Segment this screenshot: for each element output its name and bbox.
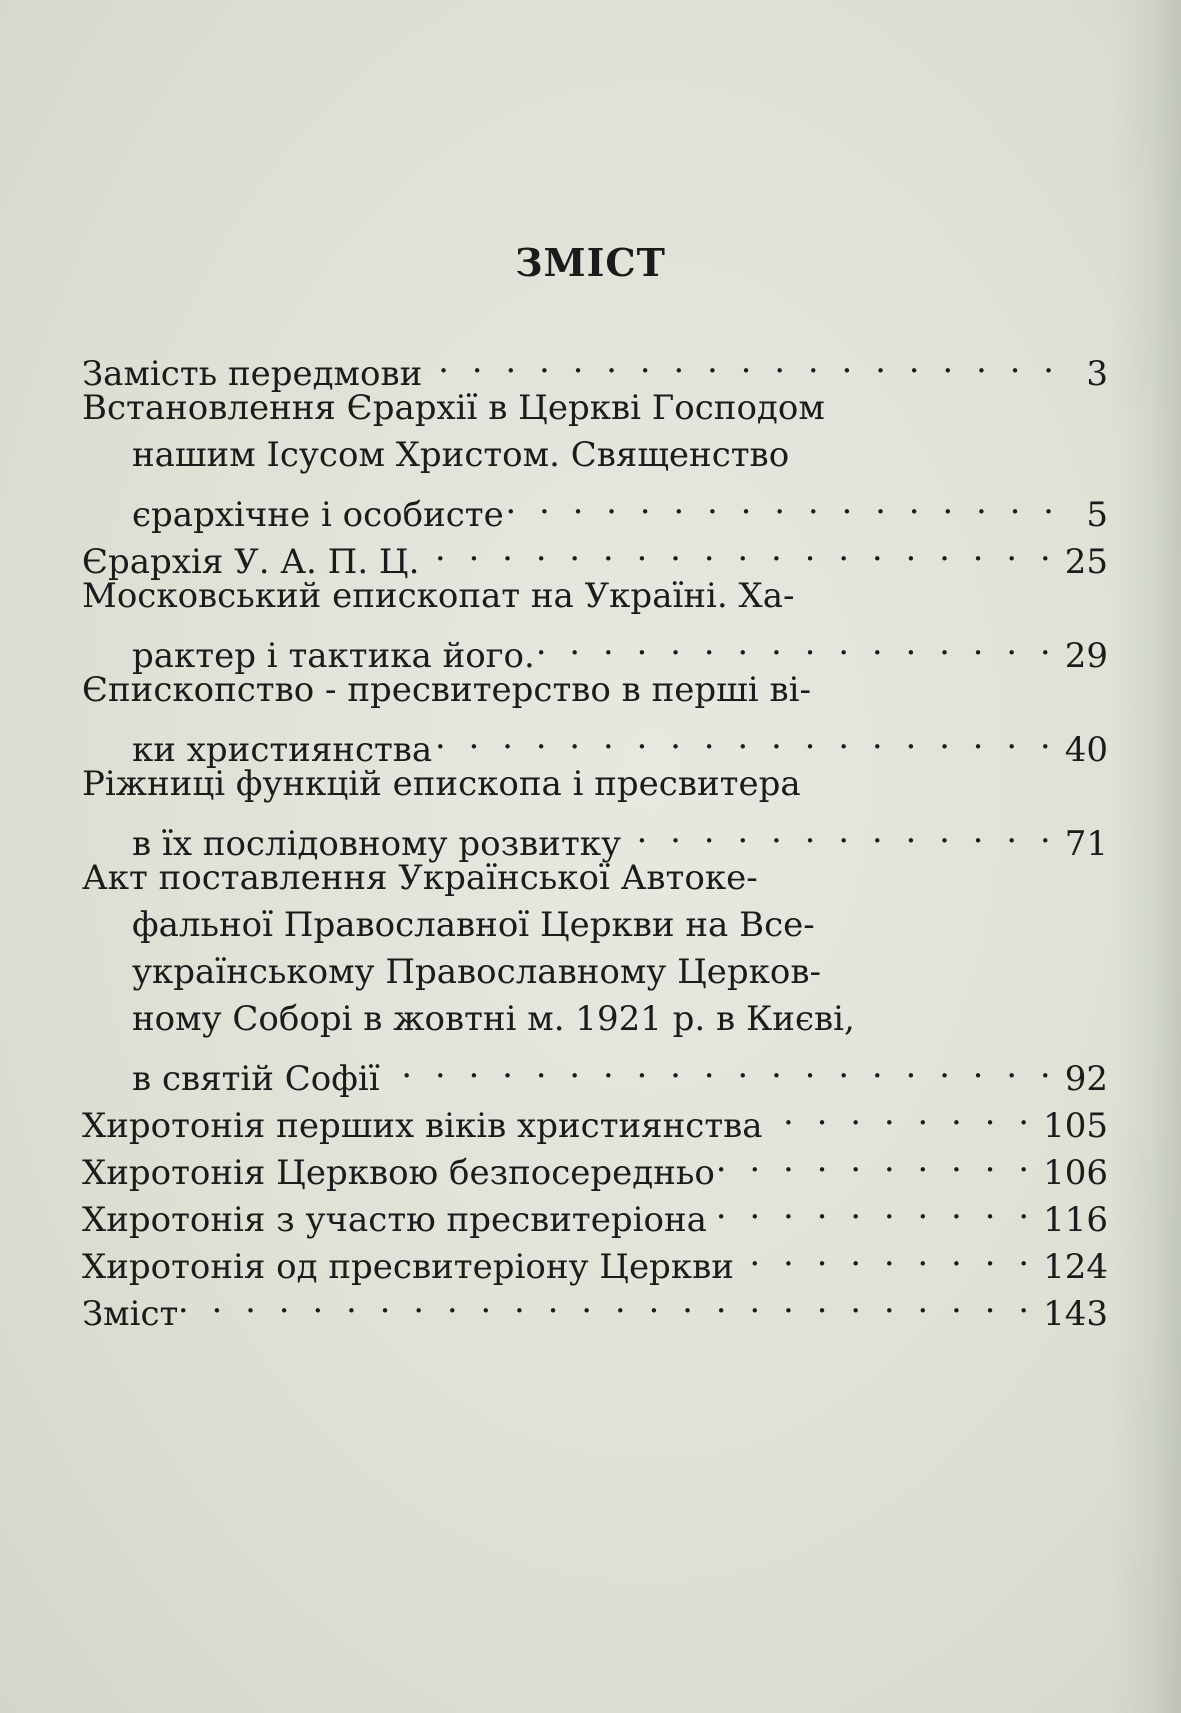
- toc-entry-title: ному Соборі в жовтні м. 1921 р. в Києві,: [132, 999, 855, 1039]
- toc-entry-title: нашим Ісусом Христом. Священство: [132, 435, 790, 475]
- toc-entry-line: [82, 949, 1108, 996]
- toc-entry-line: [82, 338, 1108, 394]
- toc-entry-line: [82, 714, 1108, 770]
- dot-leader: [734, 1231, 1035, 1278]
- toc-entry-title: Єрархія У. А. П. Ц.: [82, 542, 420, 582]
- toc-entry-line: [82, 667, 1108, 714]
- dot-leader: [380, 1043, 1057, 1090]
- toc-entry-title: Встановлення Єрархії в Церкві Господом: [82, 388, 825, 428]
- toc-entry-line: [82, 808, 1108, 864]
- toc-page-number: 143: [1043, 1294, 1108, 1334]
- dot-leader: [763, 1090, 1036, 1137]
- toc-entry-line: [82, 1278, 1108, 1334]
- dot-leader: [535, 620, 1057, 667]
- dot-leader: [419, 526, 1056, 573]
- dot-leader: [422, 338, 1060, 385]
- toc-entry: [82, 385, 1108, 535]
- toc-entry-line: [82, 479, 1108, 535]
- toc-page-number: 40: [1064, 730, 1108, 770]
- toc-entry-line: [82, 761, 1108, 808]
- toc-entry-title: Ріжниці функцій епископа і пресвитера: [82, 764, 801, 804]
- dot-leader: [715, 1137, 1035, 1184]
- toc-entry-line: [82, 996, 1108, 1043]
- toc-entry-title: Єпископство - пресвитерство в перші ві-: [82, 670, 811, 710]
- toc-entry-title: єрархічне і особисте: [132, 495, 504, 535]
- toc-entry: [82, 855, 1108, 1099]
- toc-page-number: 25: [1064, 542, 1108, 582]
- toc-page-number: 71: [1064, 824, 1108, 864]
- toc-entry-title: фальної Православної Церкви на Все-: [132, 905, 815, 945]
- toc-entry: [82, 573, 1108, 676]
- toc-entry-title: Хиротонія Церквою безпосередньо: [82, 1153, 715, 1193]
- toc-entry-title: Замість передмови: [82, 354, 423, 394]
- toc-entry-title: рактер і тактика його.: [132, 636, 535, 676]
- contents-heading: ЗМІСТ: [515, 240, 666, 285]
- toc-entry: [82, 761, 1108, 864]
- toc-entry-line: [82, 620, 1108, 676]
- toc-entry-title: в їх послідовному розвитку: [132, 824, 622, 864]
- toc-entry-title: Зміст: [82, 1294, 179, 1334]
- dot-leader: [432, 714, 1057, 761]
- toc-entry-line: [82, 1043, 1108, 1099]
- toc-entry-title: Хиротонія з участю пресвитеріона: [82, 1200, 707, 1240]
- toc-page-number: 3: [1086, 354, 1108, 394]
- toc-entry-line: [82, 385, 1108, 432]
- dot-leader: [504, 479, 1060, 526]
- toc-page-number: 124: [1043, 1247, 1108, 1287]
- toc-entry: [82, 338, 1108, 394]
- dot-leader: [707, 1184, 1035, 1231]
- toc-entry-title: Московський епископат на Україні. Ха-: [82, 576, 795, 616]
- toc-page-number: 29: [1064, 636, 1108, 676]
- toc-entry-title: українському Православному Церков-: [132, 952, 821, 992]
- toc-page-number: 116: [1043, 1200, 1108, 1240]
- toc-entry: [82, 667, 1108, 770]
- toc-entry-title: Хиротонія од пресвитеріону Церкви: [82, 1247, 734, 1287]
- dot-leader: [621, 808, 1057, 855]
- toc-entry-title: ки християнства: [132, 730, 433, 770]
- toc-entry-line: [82, 855, 1108, 902]
- dot-leader: [178, 1278, 1035, 1325]
- toc-entry-line: [82, 902, 1108, 949]
- toc-page-number: 106: [1043, 1153, 1108, 1193]
- toc-entry-title: в святій Софії: [132, 1059, 380, 1099]
- table-of-contents: [82, 338, 1108, 1334]
- toc-entry-title: Хиротонія перших віків християнства: [82, 1106, 763, 1146]
- toc-entry-line: [82, 432, 1108, 479]
- toc-page-number: 105: [1043, 1106, 1108, 1146]
- toc-entry-title: Акт поставлення Української Автоке-: [82, 858, 758, 898]
- toc-page-number: 5: [1086, 495, 1108, 535]
- toc-page-number: 92: [1064, 1059, 1108, 1099]
- toc-entry-line: [82, 573, 1108, 620]
- toc-entry: [82, 1278, 1108, 1334]
